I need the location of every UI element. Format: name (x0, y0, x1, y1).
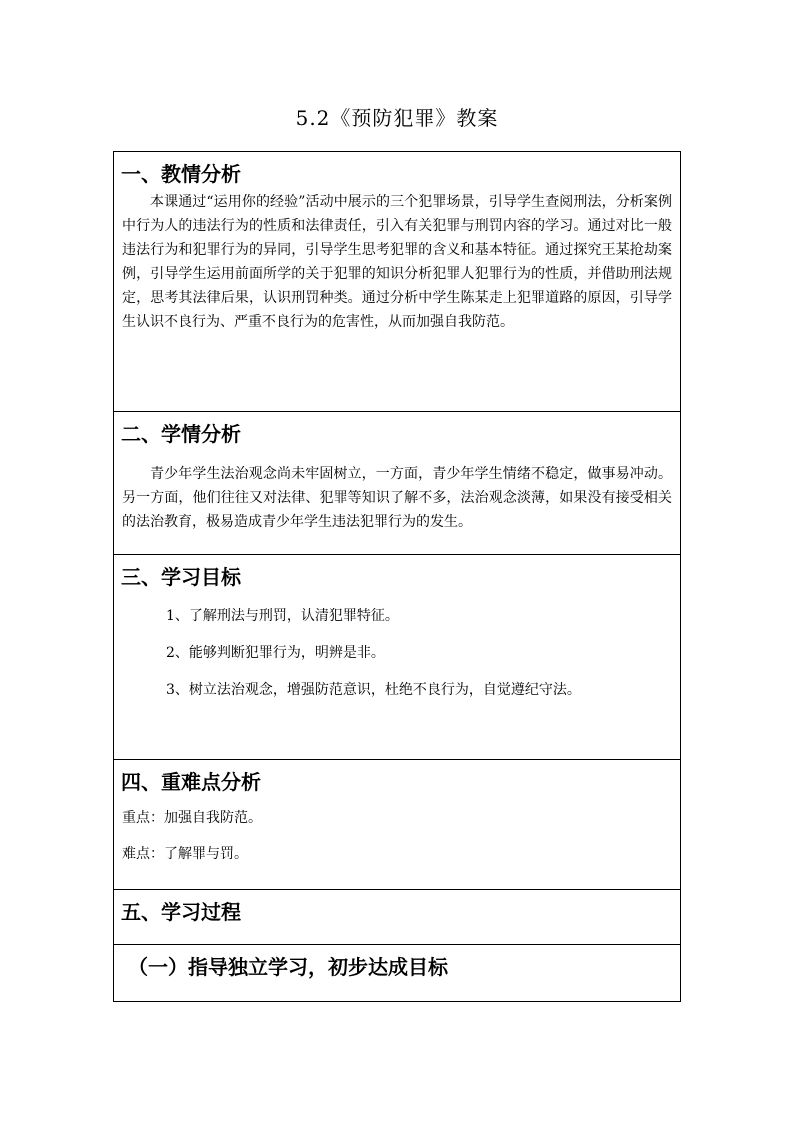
process-cell (114, 890, 681, 945)
teaching-analysis-heading: 一、教情分析 (121, 162, 241, 186)
section-process-step-1 (114, 945, 681, 1002)
teaching-analysis-cell (114, 152, 681, 412)
teaching-analysis-text: 本课通过“运用你的经验”活动中展示的三个犯罪场景，引导学生查阅刑法，分析案例中行为人的违法行为的性质和法律责任，引入有关犯罪与刑罚内容的学习。通过对比一般违法行为和犯罪行为的异同，引导学生思考犯罪的含义和基本特征。通过探究王某抢劫案例，引导学生运用前面所学的关于犯罪的知识分析犯罪人犯罪行为的性质，并借助刑法规定，思考其法律后果，认识刑罚种类。通过分析中学生陈某走上犯罪道路的原因，引导学生认识不良行为、严重不良行为的危害性，从而加强自我防范。 (122, 194, 672, 330)
section-objectives (114, 555, 681, 760)
section-learning-analysis (114, 412, 681, 555)
objective-item: 2、能够判断犯罪行为，明辨是非。 (166, 645, 385, 661)
section-process (114, 890, 681, 945)
document-title: 5.2《预防犯罪》教案 (295, 106, 499, 130)
key-points-heading: 四、重难点分析 (121, 770, 261, 794)
objective-item: 1、了解刑法与刑罚，认清犯罪特征。 (166, 608, 399, 624)
process-step-heading: （一）指导独立学习，初步达成目标 (128, 955, 448, 979)
process-step-cell (114, 945, 681, 1002)
process-heading: 五、学习过程 (121, 900, 241, 924)
difficult-point-text: 难点：了解罪与罚。 (122, 846, 248, 862)
learning-analysis-cell (114, 412, 681, 555)
learning-analysis-text: 青少年学生法治观念尚未牢固树立，一方面，青少年学生情绪不稳定，做事易冲动。另一方面，他们往往又对法律、犯罪等知识了解不多，法治观念淡薄，如果没有接受相关的法治教育，极易造成青少年学生违法犯罪行为的发生。 (122, 466, 672, 530)
section-key-points (114, 760, 681, 890)
objectives-cell (114, 555, 681, 760)
lesson-plan-table (113, 151, 681, 1002)
key-points-cell (114, 760, 681, 890)
key-point-text: 重点：加强自我防范。 (122, 810, 262, 826)
learning-analysis-heading: 二、学情分析 (121, 422, 241, 446)
objective-item: 3、树立法治观念，增强防范意识，杜绝不良行为，自觉遵纪守法。 (166, 682, 581, 698)
section-teaching-analysis (114, 152, 681, 412)
objectives-heading: 三、学习目标 (121, 565, 241, 589)
